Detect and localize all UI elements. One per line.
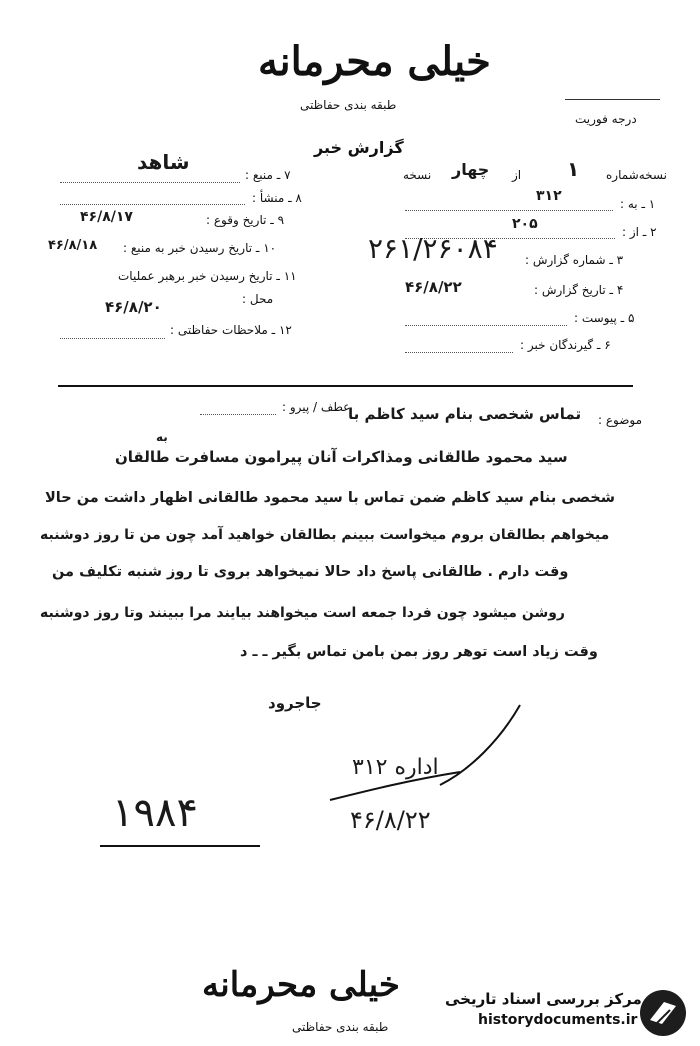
body-line-1: شخصی بنام سید کاظم ضمن تماس با سید محمود طالقانی اظهار داشت من حالا [45,490,615,506]
origin-label: ۸ ـ منشأ : [252,191,302,205]
from-value: ۲۰۵ [512,216,538,232]
copy-number-value: ۱ [567,157,580,181]
file-number: ۱۹۸۴ [112,790,198,836]
body-line-2: میخواهم بطالقان بروم میخواست ببینم بطالقان خواهید آمد چون من تا روز دوشنبه [40,527,610,543]
section-divider [58,385,633,387]
recipients-label: ۶ ـ گیرندگان خبر : [520,338,611,352]
footer-classification-type: طبقه بندی حفاظتی [292,1020,389,1034]
report-number-value: ۲۶۱/۲۶۰۸۴ [368,232,498,265]
security-notes-label: ۱۲ ـ ملاحظات حفاظتی : [170,323,292,337]
copy-suffix-label: نسخه [403,168,432,182]
subject-line-2: سید محمود طالقانی ومذاکرات آنان پیرامون مسافرت طالقان [115,448,568,466]
follow-label: عطف / پیرو : [282,400,351,414]
subject-superscript: به [156,430,168,444]
urgency-label: درجه فوریت [575,112,637,126]
body-line-4: روشن میشود چون فردا جمعه است میخواهند بیایند مرا ببینند وتا روز دوشنبه [40,605,565,621]
to-value: ۳۱۲ [536,188,562,204]
event-date-label: ۹ ـ تاریخ وقوع : [206,213,285,227]
classification-type-label: طبقه بندی حفاظتی [300,98,397,112]
report-date-label: ۴ ـ تاریخ گزارش : [534,283,624,297]
received-source-date-value: ۴۶/۸/۱۸ [48,238,98,253]
classification-header: خیلی محرمانه [258,38,491,85]
copy-number-label: نسخه‌شماره [606,168,667,182]
source-label: ۷ ـ منبع : [245,168,291,182]
body-line-3: وقت دارم . طالقانی پاسخ داد حالا نمیخواهد بروی تا روز شنبه تکلیف من [52,564,569,580]
watermark-logo-icon [640,990,686,1036]
event-date-value: ۴۶/۸/۱۷ [80,209,133,225]
signoff-date: ۴۶/۸/۲۲ [350,806,431,834]
signoff-department: اداره ۳۱۲ [352,755,439,780]
report-date-value: ۴۶/۸/۲۲ [405,278,462,296]
body-line-5: وقت زیاد است توهر روز بمن بامن تماس بگیر ـ ـ د [240,644,598,660]
signoff-name: جاجرود [268,694,322,712]
from-label: ۲ ـ از : [622,225,657,239]
attachment-label: ۵ ـ پیوست : [574,311,635,325]
watermark-url: historydocuments.ir [478,1012,638,1028]
urgency-underline [565,99,660,100]
source-value: شاهد [137,150,190,174]
subject-line-1: تماس شخصی بنام سید کاظم با [348,405,582,423]
copy-of-label: از [512,168,522,182]
footer-classification: خیلی محرمانه [202,965,400,1005]
subject-label: موضوع : [598,413,643,427]
form-title: گزارش خبر [314,138,404,157]
watermark-org: مرکز بررسی اسناد تاریخی [445,990,642,1008]
to-label: ۱ ـ به : [620,197,656,211]
received-source-date-label: ۱۰ ـ تاریخ رسیدن خبر به منبع : [123,241,277,255]
report-number-label: ۳ ـ شماره گزارش : [525,253,624,267]
received-ops-date-label: ۱۱ ـ تاریخ رسیدن خبر برهبر عملیات [118,269,297,283]
file-number-underline [100,845,260,847]
place-label: محل : [242,292,274,306]
received-ops-date-value: ۴۶/۸/۲۰ [105,298,162,316]
copy-of-value: چهار [452,160,490,179]
